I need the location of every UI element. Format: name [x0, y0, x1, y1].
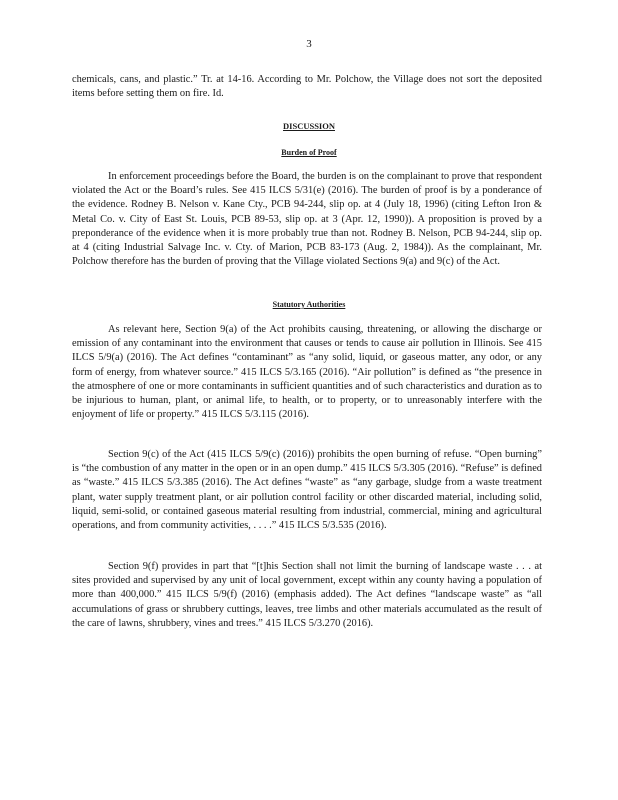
statutory-paragraph-2-block [72, 448, 542, 533]
statutory-paragraph-1-block [72, 323, 542, 422]
intro-paragraph-block [72, 73, 542, 101]
page-number: 3 [306, 38, 312, 50]
statutory-authorities-heading: Statutory Authorities [272, 300, 346, 309]
burden-of-proof-heading: Burden of Proof [281, 148, 337, 157]
burden-paragraph-block [72, 170, 542, 269]
statutory-paragraph: As relevant here, Section 9(a) of the Act prohibits causing, threatening, or allowing the discharge or emission of any contaminant into the environment that causes or tends to cause air pollution in Illinois. See 415 ILCS 5/9(a) (2016). The Act defines “contaminant” as “any solid, liquid, or gaseous matter, any odor, or any form of energy, from whatever source.” 415 ILCS 5/3.165 (2016). “Air pollution” is defined as “the presence in the atmosphere of one or more contaminants in sufficient quantities and of such characteristics and duration as to be injurious to human, plant, or animal life, to health, or to property, or to unreasonably interfere with the enjoyment of life or property.” 415 ILCS 5/3.115 (2016). [72, 324, 542, 421]
burden-paragraph: In enforcement proceedings before the Board, the burden is on the complainant to prove that respondent violated the Act or the Board’s rules. See 415 ILCS 5/31(e) (2016). The burden of proof is by a ponderance of the evidence. Rodney B. Nelson v. Kane Cty., PCB 94-244, slip op. at 4 (July 18, 1996) (citing Lefton Iron & Metal Co. v. City of East St. Louis, PCB 89-53, slip op. at 3 (Apr. 12, 1990)). A proposition is proved by a preponderance of the evidence when it is more probably true than not. Rodney B. Nelson, PCB 94-244, slip op. at 4 (citing Industrial Salvage Inc. v. Cty. of Marion, PCB 83-173 (Aug. 2, 1984)). As the complainant, Mr. Polchow therefore has the burden of proving that the Village violated Sections 9(a) and 9(c) of the Act. [72, 171, 542, 268]
discussion-heading: DISCUSSION [283, 121, 335, 131]
statutory-paragraph-3-block [72, 560, 542, 631]
statutory-paragraph: Section 9(c) of the Act (415 ILCS 5/9(c) (2016)) prohibits the open burning of refuse. “Open burning” is “the combustion of any matter in the open or in an open dump.” 415 ILCS 5/3.305 (2016). “Refuse” is defined as “waste.” 415 ILCS 5/3.385 (2016). The Act defines “waste” as “any garbage, sludge from a waste treatment plant, water supply treatment plant, or air pollution control facility or other discarded material, including solid, liquid, semi-solid, or contained gaseous material resulting from industrial, commercial, mining and agricultural operations, and from community activities, . . . .” 415 ILCS 5/3.535 (2016). [72, 449, 542, 532]
statutory-paragraph: Section 9(f) provides in part that “[t]his Section shall not limit the burning of landscape waste . . . at sites provided and supervised by any unit of local government, except within any county having a population of more than 400,000.” 415 ILCS 5/9(f) (2016) (emphasis added). The Act defines “landscape waste” as “all accumulations of grass or shrubbery cuttings, leaves, tree limbs and other materials accumulated as the result of the care of lawns, shrubbery, vines and trees.” 415 ILCS 5/3.270 (2016). [72, 561, 542, 629]
intro-paragraph: chemicals, cans, and plastic.” Tr. at 14-16. According to Mr. Polchow, the Village does not sort the deposited items before setting them on fire. Id. [72, 74, 542, 100]
